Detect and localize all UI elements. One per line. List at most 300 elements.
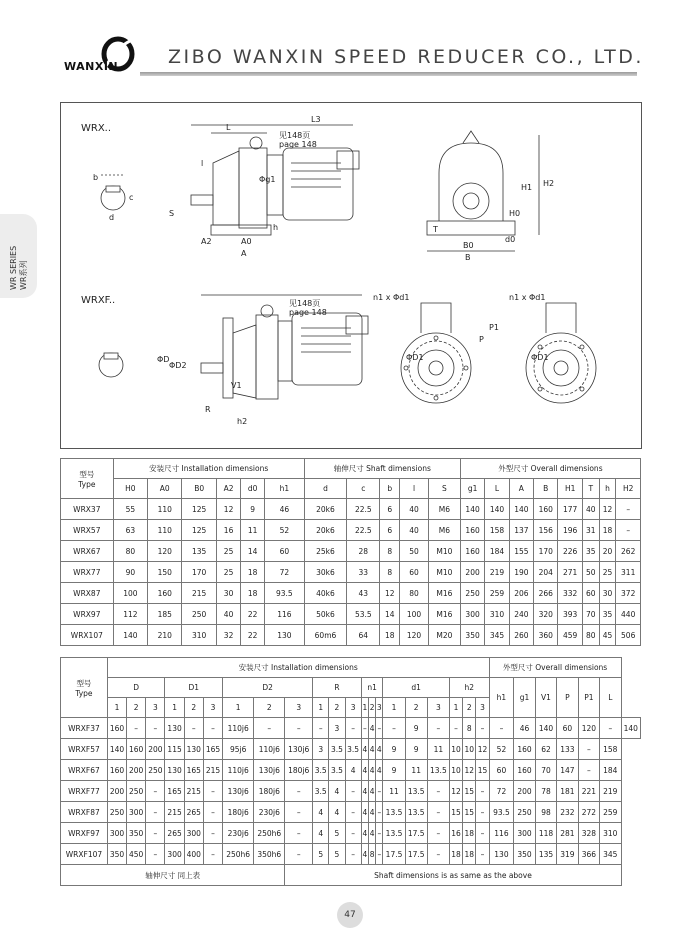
- column-header: h: [599, 479, 616, 499]
- value-cell: 230j6: [223, 823, 254, 844]
- value-cell: 150: [148, 562, 182, 583]
- value-cell: 350: [460, 625, 484, 646]
- value-cell: 55: [113, 499, 147, 520]
- value-cell: 140: [485, 499, 509, 520]
- value-cell: 15: [463, 781, 476, 802]
- value-cell: –: [476, 844, 489, 865]
- value-cell: 17.5: [405, 844, 427, 865]
- dim-D2: ΦD2: [169, 361, 187, 370]
- value-cell: 12: [599, 499, 616, 520]
- value-cell: 22: [241, 625, 265, 646]
- install-dimensions-header: 安装尺寸 Installation dimensions: [107, 658, 489, 678]
- value-cell: 360: [534, 625, 558, 646]
- value-cell: 130: [184, 739, 203, 760]
- value-cell: –: [345, 823, 361, 844]
- value-cell: 33: [347, 562, 380, 583]
- value-cell: 110: [148, 520, 182, 541]
- value-cell: 20k6: [304, 499, 346, 520]
- type-header-en: Type: [75, 688, 93, 698]
- value-cell: 260: [509, 625, 533, 646]
- value-cell: 200: [146, 739, 165, 760]
- value-cell: 60: [400, 562, 429, 583]
- index-header: 2: [329, 698, 345, 718]
- index-header: 1: [361, 698, 368, 718]
- value-cell: 311: [616, 562, 641, 583]
- table-row: [61, 520, 641, 541]
- type-cell: WRXF57: [61, 739, 108, 760]
- value-cell: –: [616, 520, 641, 541]
- value-cell: 110: [148, 499, 182, 520]
- value-cell: 240: [509, 604, 533, 625]
- value-cell: 9: [241, 499, 265, 520]
- type-cell: WRX77: [61, 562, 114, 583]
- value-cell: 4: [361, 760, 368, 781]
- value-cell: 3: [313, 739, 329, 760]
- value-cell: 140: [535, 718, 556, 739]
- technical-drawing: [61, 103, 641, 448]
- value-cell: –: [383, 718, 405, 739]
- value-cell: 80: [582, 625, 599, 646]
- value-cell: 4: [361, 781, 368, 802]
- value-cell: –: [203, 718, 222, 739]
- value-cell: 116: [264, 604, 304, 625]
- value-cell: 130: [165, 760, 184, 781]
- value-cell: 12: [463, 760, 476, 781]
- value-cell: 160: [107, 760, 126, 781]
- value-cell: 11: [405, 760, 427, 781]
- value-cell: 53.5: [347, 604, 380, 625]
- table-row: [61, 499, 641, 520]
- dim-D1-1: ΦD1: [406, 353, 424, 362]
- table-row: [61, 781, 641, 802]
- value-cell: 50k6: [304, 604, 346, 625]
- value-cell: 10: [449, 739, 462, 760]
- value-cell: 140: [509, 499, 533, 520]
- value-cell: 200: [127, 760, 146, 781]
- dim-L: L: [226, 123, 231, 132]
- value-cell: 5: [313, 844, 329, 865]
- value-cell: –: [313, 718, 329, 739]
- value-cell: 250: [127, 781, 146, 802]
- value-cell: 28: [347, 541, 380, 562]
- dim-H2: H2: [543, 179, 555, 188]
- value-cell: 9: [405, 718, 427, 739]
- column-header: A2: [216, 479, 240, 499]
- value-cell: 250: [107, 802, 126, 823]
- value-cell: 13.5: [383, 802, 405, 823]
- value-cell: 184: [600, 760, 621, 781]
- dim-h: h: [273, 223, 279, 232]
- value-cell: 15: [449, 802, 462, 823]
- logo-text: WANXIN: [64, 60, 119, 73]
- value-cell: 328: [578, 823, 599, 844]
- value-cell: 345: [485, 625, 509, 646]
- value-cell: –: [578, 739, 599, 760]
- index-header: 1: [165, 698, 184, 718]
- value-cell: 165: [184, 760, 203, 781]
- column-header: L: [600, 678, 621, 718]
- value-cell: –: [345, 802, 361, 823]
- value-cell: 43: [347, 583, 380, 604]
- value-cell: 165: [203, 739, 222, 760]
- sub-group-header: h2: [449, 678, 489, 698]
- value-cell: 310: [182, 625, 216, 646]
- value-cell: 4: [329, 802, 345, 823]
- value-cell: 332: [558, 583, 582, 604]
- value-cell: 160: [460, 520, 484, 541]
- value-cell: 3.5: [329, 760, 345, 781]
- dim-n1-2: n1 x Φd1: [509, 293, 546, 302]
- value-cell: –: [476, 718, 489, 739]
- type-cell: WRX87: [61, 583, 114, 604]
- page-ref-en-2: page 148: [289, 308, 327, 317]
- value-cell: 190: [509, 562, 533, 583]
- value-cell: 64: [347, 625, 380, 646]
- index-header: 2: [405, 698, 427, 718]
- index-header: 1: [449, 698, 462, 718]
- column-header: A0: [148, 479, 182, 499]
- table-row: [61, 823, 641, 844]
- table-row: [61, 541, 641, 562]
- dim-B: B: [465, 253, 471, 262]
- value-cell: 4: [361, 802, 368, 823]
- value-cell: 265: [165, 823, 184, 844]
- value-cell: 10: [463, 739, 476, 760]
- value-cell: –: [578, 760, 599, 781]
- value-cell: 22.5: [347, 499, 380, 520]
- column-header: g1: [514, 678, 535, 718]
- value-cell: 4: [361, 739, 368, 760]
- value-cell: 4: [368, 718, 375, 739]
- column-header: B0: [182, 479, 216, 499]
- value-cell: 319: [557, 844, 578, 865]
- value-cell: 18: [241, 562, 265, 583]
- value-cell: –: [376, 781, 383, 802]
- index-header: 1: [313, 698, 329, 718]
- value-cell: 300: [184, 823, 203, 844]
- dim-H1: H1: [521, 183, 533, 192]
- column-header: g1: [460, 479, 484, 499]
- value-cell: –: [203, 802, 222, 823]
- value-cell: 18: [463, 823, 476, 844]
- value-cell: 300: [107, 823, 126, 844]
- dim-L3: L3: [311, 115, 321, 124]
- value-cell: M6: [428, 499, 460, 520]
- value-cell: 4: [361, 823, 368, 844]
- value-cell: 185: [148, 604, 182, 625]
- value-cell: 160: [148, 583, 182, 604]
- value-cell: 50: [582, 562, 599, 583]
- value-cell: 12: [216, 499, 240, 520]
- dim-P: P: [479, 335, 484, 344]
- value-cell: 63: [113, 520, 147, 541]
- wrx-dimensions-table: [60, 458, 641, 646]
- type-cell: WRXF67: [61, 760, 108, 781]
- value-cell: 155: [509, 541, 533, 562]
- value-cell: 6: [380, 499, 400, 520]
- value-cell: 11: [383, 781, 405, 802]
- dim-B0: B0: [463, 241, 474, 250]
- value-cell: 215: [165, 802, 184, 823]
- index-header: 3: [345, 698, 361, 718]
- column-header: L: [485, 479, 509, 499]
- value-cell: 9: [383, 739, 405, 760]
- value-cell: 95j6: [223, 739, 254, 760]
- value-cell: 459: [558, 625, 582, 646]
- value-cell: 372: [616, 583, 641, 604]
- value-cell: 4: [329, 781, 345, 802]
- value-cell: 204: [534, 562, 558, 583]
- value-cell: 160: [514, 739, 535, 760]
- dim-R: R: [205, 405, 211, 414]
- value-cell: 250h6: [254, 823, 285, 844]
- value-cell: 32: [216, 625, 240, 646]
- value-cell: –: [127, 718, 146, 739]
- value-cell: –: [146, 802, 165, 823]
- value-cell: 118: [535, 823, 556, 844]
- value-cell: 180j6: [223, 802, 254, 823]
- value-cell: 90: [113, 562, 147, 583]
- value-cell: 4: [368, 760, 375, 781]
- value-cell: 13.5: [405, 802, 427, 823]
- value-cell: 40: [216, 604, 240, 625]
- value-cell: 4: [345, 760, 361, 781]
- value-cell: 120: [400, 625, 429, 646]
- value-cell: 140: [621, 718, 640, 739]
- page-ref-wrx: [279, 131, 317, 149]
- value-cell: 160: [460, 541, 484, 562]
- value-cell: 115: [165, 739, 184, 760]
- value-cell: 18: [380, 625, 400, 646]
- value-cell: 8: [463, 718, 476, 739]
- column-header: h1: [489, 678, 514, 718]
- value-cell: –: [146, 823, 165, 844]
- dim-A0: A0: [241, 237, 252, 246]
- value-cell: –: [600, 718, 621, 739]
- value-cell: 219: [600, 781, 621, 802]
- value-cell: 219: [485, 562, 509, 583]
- value-cell: –: [146, 718, 165, 739]
- index-header: 3: [376, 698, 383, 718]
- value-cell: –: [184, 718, 203, 739]
- value-cell: 18: [463, 844, 476, 865]
- column-header: c: [347, 479, 380, 499]
- value-cell: 120: [578, 718, 599, 739]
- value-cell: 98: [535, 802, 556, 823]
- value-cell: 4: [376, 760, 383, 781]
- value-cell: 140: [107, 739, 126, 760]
- index-header: 3: [476, 698, 489, 718]
- value-cell: 50: [400, 541, 429, 562]
- company-name: ZIBO WANXIN SPEED REDUCER CO., LTD.: [168, 46, 644, 68]
- table-row: [61, 625, 641, 646]
- value-cell: –: [285, 823, 313, 844]
- value-cell: 60: [489, 760, 514, 781]
- value-cell: 250h6: [223, 844, 254, 865]
- value-cell: 22: [241, 604, 265, 625]
- sub-group-header: D2: [223, 678, 313, 698]
- type-cell: WRXF37: [61, 718, 108, 739]
- index-header: 2: [184, 698, 203, 718]
- shaft-dimensions-header: 轴伸尺寸 Shaft dimensions: [304, 459, 460, 479]
- column-header: P1: [578, 678, 599, 718]
- value-cell: 125: [182, 499, 216, 520]
- wrxf-label: WRXF..: [81, 295, 116, 306]
- value-cell: 60: [582, 583, 599, 604]
- value-cell: –: [616, 499, 641, 520]
- sub-group-header: d1: [383, 678, 450, 698]
- value-cell: 8: [380, 541, 400, 562]
- index-header: 1: [107, 698, 126, 718]
- value-cell: –: [203, 844, 222, 865]
- column-header: V1: [535, 678, 556, 718]
- type-cell: WRX97: [61, 604, 114, 625]
- value-cell: 18: [449, 844, 462, 865]
- table-row: [61, 718, 641, 739]
- value-cell: 112: [113, 604, 147, 625]
- footer-note-en: Shaft dimensions is as same as the above: [285, 865, 621, 886]
- dim-n1-1: n1 x Φd1: [373, 293, 410, 302]
- page-number: 47: [337, 902, 363, 928]
- value-cell: 250: [146, 760, 165, 781]
- value-cell: 393: [558, 604, 582, 625]
- value-cell: 215: [203, 760, 222, 781]
- header-row: [61, 459, 641, 479]
- header-rule: [140, 72, 637, 76]
- value-cell: –: [376, 718, 383, 739]
- value-cell: 3: [329, 718, 345, 739]
- value-cell: 8: [380, 562, 400, 583]
- value-cell: 13.5: [427, 760, 449, 781]
- column-header: S: [428, 479, 460, 499]
- dim-A: A: [241, 249, 247, 258]
- column-header: h1: [264, 479, 304, 499]
- value-cell: –: [376, 823, 383, 844]
- footer-row: [61, 865, 641, 886]
- value-cell: 3.5: [329, 739, 345, 760]
- table-row: [61, 739, 641, 760]
- value-cell: 135: [535, 844, 556, 865]
- value-cell: 200: [460, 562, 484, 583]
- value-cell: 366: [578, 844, 599, 865]
- value-cell: 200: [107, 781, 126, 802]
- value-cell: 259: [485, 583, 509, 604]
- value-cell: 130j6: [254, 760, 285, 781]
- value-cell: M10: [428, 541, 460, 562]
- value-cell: 177: [558, 499, 582, 520]
- value-cell: –: [427, 718, 449, 739]
- value-cell: 440: [616, 604, 641, 625]
- table-row: [61, 844, 641, 865]
- header-row: [61, 658, 641, 678]
- value-cell: 266: [534, 583, 558, 604]
- index-header: 3: [203, 698, 222, 718]
- value-cell: 265: [184, 802, 203, 823]
- page-ref-cn: 见148页: [279, 131, 311, 140]
- value-cell: 10: [449, 760, 462, 781]
- value-cell: 78: [535, 781, 556, 802]
- value-cell: 300: [460, 604, 484, 625]
- value-cell: 130: [489, 844, 514, 865]
- value-cell: 60: [557, 718, 578, 739]
- table-row: [61, 802, 641, 823]
- column-header: b: [380, 479, 400, 499]
- value-cell: 72: [489, 781, 514, 802]
- value-cell: 140: [113, 625, 147, 646]
- value-cell: 281: [557, 823, 578, 844]
- value-cell: 72: [264, 562, 304, 583]
- value-cell: M10: [428, 562, 460, 583]
- value-cell: –: [285, 844, 313, 865]
- value-cell: 221: [578, 781, 599, 802]
- value-cell: 6: [380, 520, 400, 541]
- dim-V1: V1: [231, 381, 242, 390]
- value-cell: 70: [582, 604, 599, 625]
- overall-dimensions-header: 外型尺寸 Overall dimensions: [489, 658, 621, 678]
- value-cell: 262: [616, 541, 641, 562]
- index-header: 3: [285, 698, 313, 718]
- value-cell: –: [146, 781, 165, 802]
- index-header: 2: [368, 698, 375, 718]
- value-cell: 4: [313, 823, 329, 844]
- page-ref-wrxf: [289, 299, 327, 317]
- value-cell: 93.5: [264, 583, 304, 604]
- value-cell: 4: [368, 781, 375, 802]
- value-cell: 180j6: [254, 781, 285, 802]
- value-cell: 18: [599, 520, 616, 541]
- dim-c: c: [129, 193, 134, 202]
- dim-A2: A2: [201, 237, 212, 246]
- drawing-panel: [60, 102, 642, 449]
- value-cell: 215: [182, 583, 216, 604]
- value-cell: –: [476, 802, 489, 823]
- column-header: d: [304, 479, 346, 499]
- value-cell: 271: [558, 562, 582, 583]
- type-header-cn: 型号: [76, 678, 92, 688]
- value-cell: 9: [405, 739, 427, 760]
- table-row: [61, 583, 641, 604]
- value-cell: 18: [241, 583, 265, 604]
- value-cell: 11: [427, 739, 449, 760]
- value-cell: 17.5: [383, 844, 405, 865]
- value-cell: 130: [165, 718, 184, 739]
- value-cell: 4: [361, 844, 368, 865]
- value-cell: 300: [514, 823, 535, 844]
- value-cell: 215: [184, 781, 203, 802]
- value-cell: 46: [514, 718, 535, 739]
- value-cell: 46: [264, 499, 304, 520]
- value-cell: 110j6: [254, 739, 285, 760]
- value-cell: 120: [148, 541, 182, 562]
- type-header-en: Type: [78, 479, 96, 489]
- value-cell: 350: [127, 823, 146, 844]
- value-cell: 30k6: [304, 562, 346, 583]
- value-cell: 250: [460, 583, 484, 604]
- dim-l: l: [201, 159, 204, 168]
- value-cell: 160: [127, 739, 146, 760]
- value-cell: 93.5: [489, 802, 514, 823]
- value-cell: 30: [599, 583, 616, 604]
- value-cell: –: [476, 823, 489, 844]
- value-cell: 14: [241, 541, 265, 562]
- value-cell: 184: [485, 541, 509, 562]
- value-cell: –: [427, 844, 449, 865]
- value-cell: 226: [558, 541, 582, 562]
- type-cell: WRX67: [61, 541, 114, 562]
- value-cell: –: [285, 802, 313, 823]
- column-header: P: [557, 678, 578, 718]
- column-header: A: [509, 479, 533, 499]
